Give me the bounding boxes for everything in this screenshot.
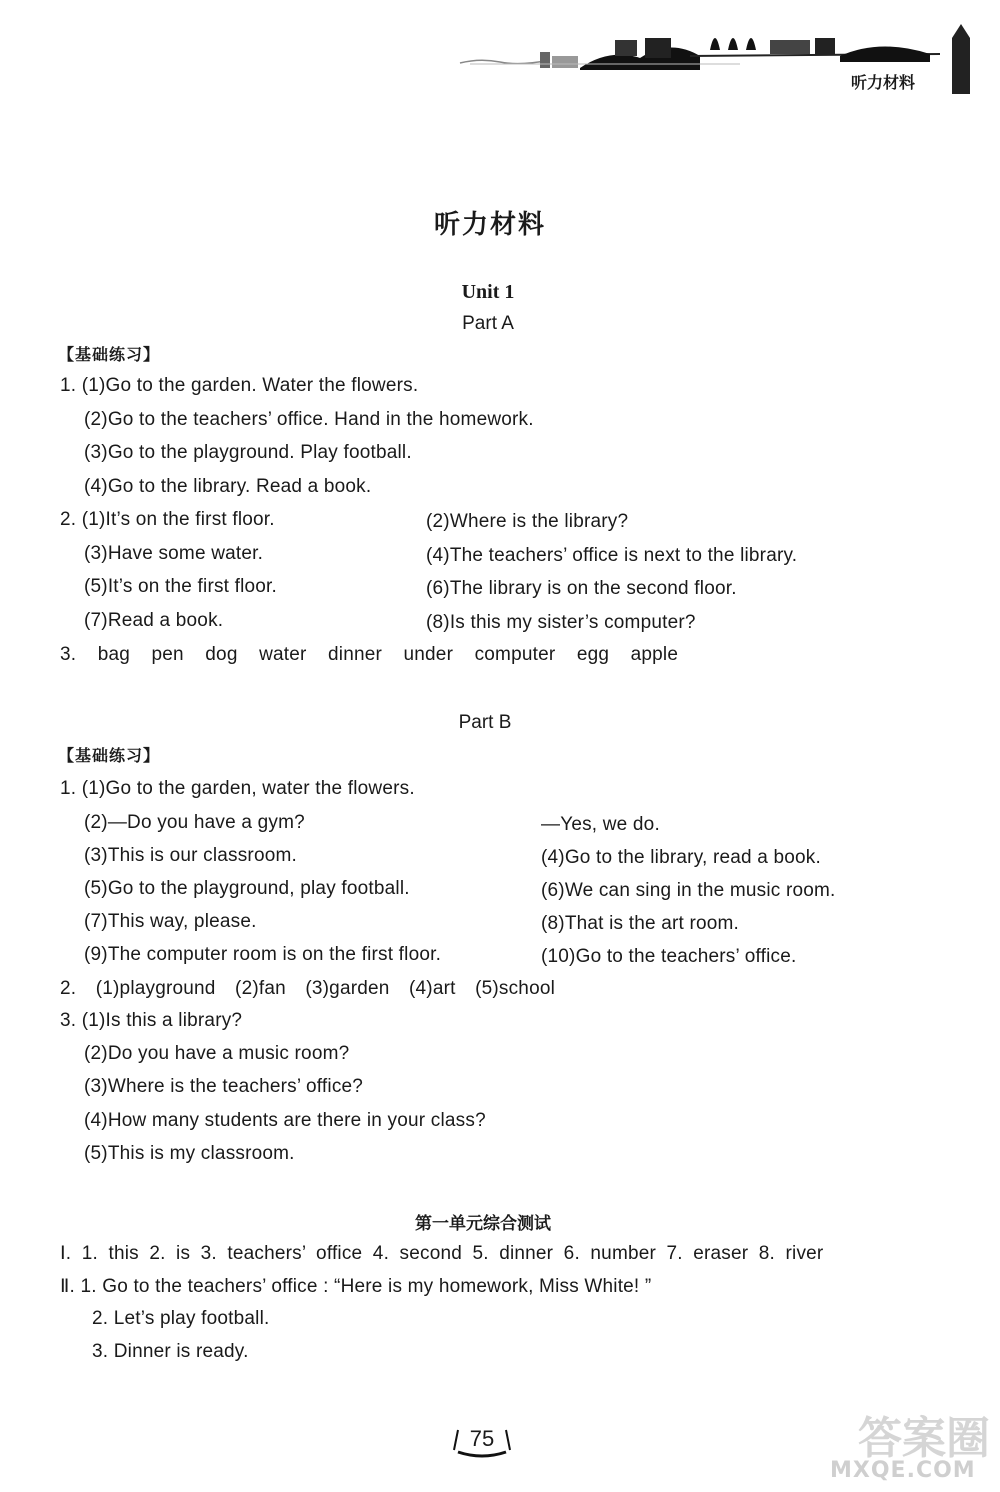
part-b-q3-line: (3)Where is the teachers’ office? <box>84 1076 364 1097</box>
part-b-q1-right: (10)Go to the teachers’ office. <box>541 946 797 967</box>
part-a-q2-left: (3)Have some water. <box>84 543 264 564</box>
watermark-domain: MXQE.COM <box>830 1458 976 1483</box>
part-a-title: Part A <box>462 313 514 334</box>
part-a-q2-left: 2. (1)It’s on the first floor. <box>60 509 275 530</box>
page-title: 听力材料 <box>433 210 546 240</box>
part-b-q1-right: (8)That is the art room. <box>541 913 740 934</box>
part-b-q2-words: 2. (1)playground (2)fan (3)garden (4)art (5)school <box>60 978 556 999</box>
watermark <box>800 1400 1000 1492</box>
watermark-brand: 答案圈 <box>858 1413 990 1464</box>
part-a-q1-line: (3)Go to the playground. Play football. <box>84 442 412 463</box>
part-a-q2-right: (2)Where is the library? <box>426 511 629 532</box>
part-a-q1-line: 1. (1)Go to the garden. Water the flowers. <box>60 375 419 396</box>
part-a-q2-left: (7)Read a book. <box>84 610 224 631</box>
header-label: 听力材料 <box>851 73 916 92</box>
part-b-q1-left: (7)This way, please. <box>84 911 257 932</box>
part-b-q1-left: (2)—Do you have a gym? <box>84 812 305 833</box>
part-b-q1-right: (4)Go to the library, read a book. <box>541 847 821 868</box>
part-b-q1-left: (5)Go to the playground, play football. <box>84 878 410 899</box>
part-b-q3-line: 3. (1)Is this a library? <box>60 1010 243 1031</box>
part-b-q3-line: (4)How many students are there in your class? <box>84 1110 486 1131</box>
part-a-section-label: 【基础练习】 <box>58 345 161 364</box>
part-b-q1-right: —Yes, we do. <box>541 814 660 835</box>
part-b-section-label: 【基础练习】 <box>58 746 161 765</box>
part-b-q1-right: (6)We can sing in the music room. <box>541 880 836 901</box>
part-a-q3-words: 3. bag pen dog water dinner under computer egg apple <box>60 644 679 665</box>
part-b-q1-left: (3)This is our classroom. <box>84 845 297 866</box>
part-a-q1-line: (2)Go to the teachers’ office. Hand in the homework. <box>84 409 534 430</box>
part-b-q3-line: (2)Do you have a music room? <box>84 1043 350 1064</box>
unit-test-line: Ⅰ. 1. this 2. is 3. teachers’ office 4. second 5. dinner 6. number 7. eraser 8. river <box>60 1243 824 1264</box>
part-b-title: Part B <box>458 712 512 733</box>
unit-test-line: Ⅱ. 1. Go to the teachers’ office : “Here is my homework, Miss White! ” <box>60 1276 652 1297</box>
unit-test-title: 第一单元综合测试 <box>415 1214 551 1234</box>
part-a-q2-left: (5)It’s on the first floor. <box>84 576 278 597</box>
part-b-q1-left: (9)The computer room is on the first floor. <box>84 944 442 965</box>
unit-test-line: 3. Dinner is ready. <box>92 1341 249 1362</box>
part-b-q1-line: 1. (1)Go to the garden, water the flowers. <box>60 778 415 799</box>
part-a-q1-line: (4)Go to the library. Read a book. <box>84 476 372 497</box>
part-a-q2-right: (4)The teachers’ office is next to the library. <box>426 545 798 566</box>
unit-test-line: 2. Let’s play football. <box>92 1308 270 1329</box>
part-a-q2-right: (8)Is this my sister’s computer? <box>426 612 696 633</box>
part-a-q2-right: (6)The library is on the second floor. <box>426 578 737 599</box>
part-b-q3-line: (5)This is my classroom. <box>84 1143 295 1164</box>
page-number: 75 <box>469 1426 495 1451</box>
unit-title: Unit 1 <box>461 281 515 303</box>
